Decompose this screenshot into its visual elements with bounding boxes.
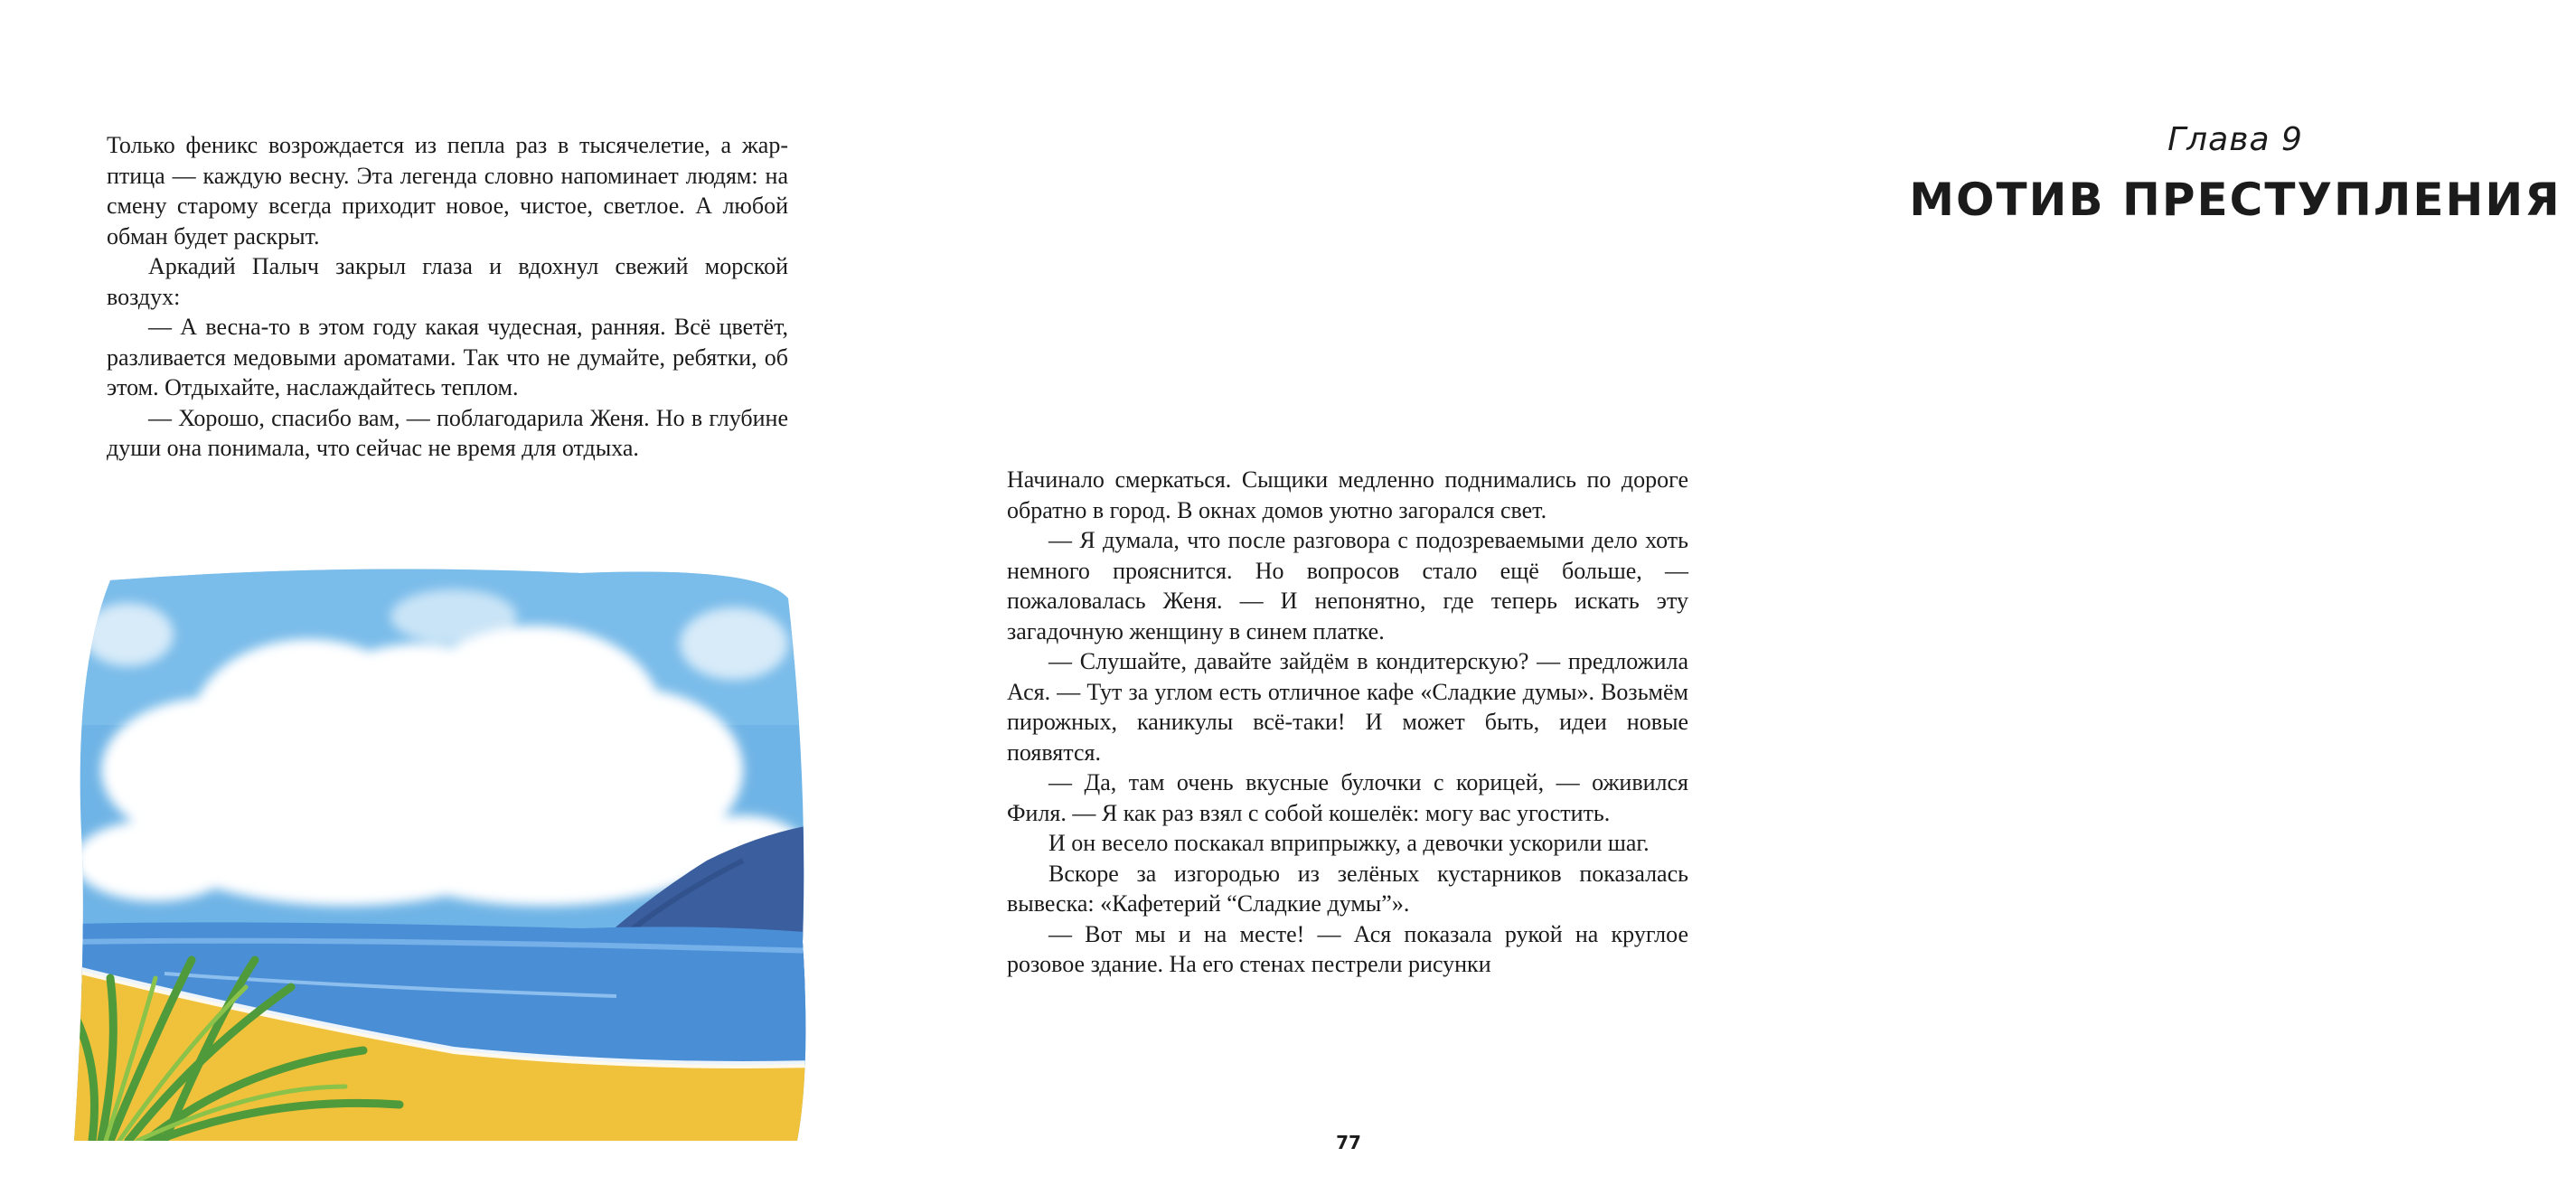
paragraph: Начинало смеркаться. Сыщики медленно поднимались по дороге обратно в город. В окнах домов уютно загорался свет.: [1007, 466, 1688, 523]
paragraph: — Хорошо, спасибо вам, — поблагодарила Женя. Но в глубине души она понимала, что сейчас не время для отдыха.: [107, 404, 788, 461]
paragraph: — А весна-то в этом году какая чудесная, ранняя. Всё цветёт, разливается медовыми ароматами. Так что не думайте, ребятки, об этом. Отдыхайте, наслаждайтесь теплом.: [107, 314, 788, 400]
chapter-title: МОТИВ ПРЕСТУПЛЕНИЯ: [1909, 174, 2562, 226]
right-page-text: [1007, 465, 1688, 980]
seaside-illustration: [74, 562, 815, 1141]
left-page-text: [107, 130, 788, 464]
paragraph: Вскоре за изгородью из зелёных кустарников показалась вывеска: «Кафетерий “Сладкие думы”».: [1007, 860, 1688, 917]
paragraph: — Я думала, что после разговора с подозреваемыми дело хоть немного прояснится. Но вопросов стало ещё больше, — пожаловалась Женя. — И непонятно, где теперь искать эту загадочную женщину в синем платке.: [1007, 527, 1688, 645]
paragraph: Аркадий Палыч закрыл глаза и вдохнул свежий морской воздух:: [107, 253, 788, 310]
paragraph: — Слушайте, давайте зайдём в кондитерскую? — предложила Ася. — Тут за углом есть отличное кафе «Сладкие думы». Возьмём пирожных, каникулы всё-таки! И может быть, идеи новые появятся.: [1007, 648, 1688, 766]
left-page: [0, 0, 888, 1195]
chapter-label: Глава 9: [2167, 121, 2303, 158]
paragraph: И он весело поскакал вприпрыжку, а девочки ускорили шаг.: [1048, 830, 1650, 856]
page-number: 77: [1336, 1132, 1361, 1153]
paragraph: — Вот мы и на месте! — Ася показала рукой на круглое розовое здание. На его стенах пестрели рисунки: [1007, 920, 1688, 977]
paragraph: Только феникс возрождается из пепла раз в тысячелетие, а жар-птица — каждую весну. Эта легенда словно напоминает людям: на смену старому всегда приходит новое, чистое, светлое. А любой обман будет раскрыт.: [107, 132, 788, 249]
paragraph: — Да, там очень вкусные булочки с корицей, — оживился Филя. — Я как раз взял с собой кошелёк: могу вас угостить.: [1007, 769, 1688, 826]
